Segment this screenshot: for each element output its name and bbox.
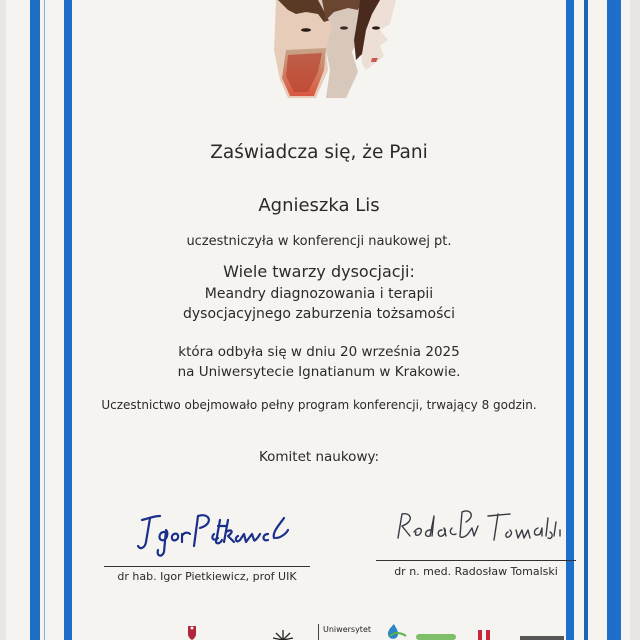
committee-heading: Komitet naukowy: — [258, 449, 380, 465]
page-edge-right — [630, 0, 640, 640]
faces-illustration — [268, 0, 400, 102]
sunburst-logo-icon — [272, 628, 294, 640]
signatory-name-right: dr n. med. Radosław Tomalski — [394, 565, 558, 578]
signature-pietkiewicz — [120, 498, 300, 562]
recipient-name: Agnieszka Lis — [258, 195, 380, 216]
program-statement: Uczestnictwo obejmowało pełny program konferencji, trwający 8 godzin. — [101, 398, 537, 412]
intro-text: Zaświadcza się, że Pani — [210, 142, 428, 163]
border-stripe-left-outer — [30, 0, 40, 640]
participation-text: uczestniczyła w konferencji naukowej pt. — [186, 234, 452, 249]
page-edge-left — [0, 0, 6, 640]
logo-divider — [318, 624, 319, 640]
green-logo-mark — [416, 634, 456, 640]
border-stripe-right-thin — [584, 0, 588, 640]
crest-logo-icon — [186, 622, 198, 640]
dark-logo-mark — [520, 636, 564, 640]
footer-logos — [140, 622, 570, 640]
signature-line-left — [104, 566, 310, 567]
conference-date: która odbyła się w dniu 20 września 2025 — [178, 344, 460, 360]
conference-subtitle-line-1: Meandry diagnozowania i terapii — [204, 286, 434, 302]
drop-logo-icon — [384, 622, 412, 640]
signature-line-right — [376, 560, 576, 561]
border-stripe-left-thin — [44, 0, 45, 640]
conference-subtitle-line-2: dysocjacyjnego zaburzenia tożsamości — [182, 306, 455, 322]
border-stripe-left-inner — [64, 0, 72, 640]
red-logo-mark-2 — [486, 630, 490, 640]
conference-title: Wiele twarzy dysocjacji: — [223, 262, 415, 281]
red-logo-mark — [478, 630, 482, 640]
signature-tomalski — [390, 504, 570, 552]
signatory-name-left: dr hab. Igor Pietkiewicz, prof UIK — [117, 570, 297, 583]
university-logo-text: Uniwersytet — [323, 625, 371, 634]
border-stripe-right-outer — [607, 0, 621, 640]
conference-place: na Uniwersytecie Ignatianum w Krakowie. — [177, 364, 461, 380]
